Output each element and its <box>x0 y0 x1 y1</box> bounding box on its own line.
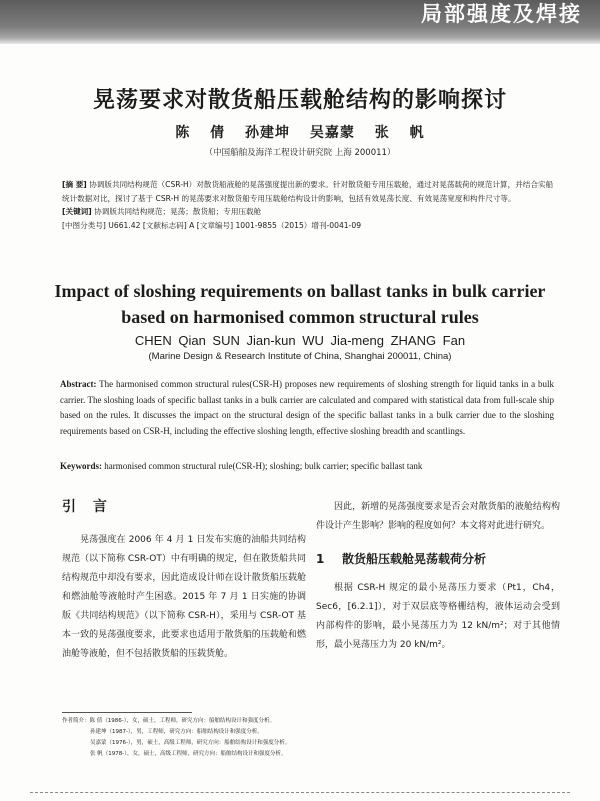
abstract-chinese-text: 协调版共同结构规范（CSR-H）对散货船液舱的晃荡强度提出新的要求。针对散货船专用压载舱，通过对晃荡载荷的规范计算，并结合实船统计数据对比，探讨了基于 CSR-H 的晃荡要求对散货船专用压载舱结构设计的影响，包括有效晃荡长度、有效晃荡宽度和构件尺寸等。 <box>62 180 554 203</box>
body-right-column <box>316 498 560 655</box>
abstract-english-text: The harmonised common structural rules(CSR-H) proposes new requirements of sloshing strength for liquid tanks in a bulk carrier. The sloshing loads of specific ballast tanks in a bulk carrier are calculated and compared with statistical data from full-scale ship based on the rules. It discusses the impact on the structural design of the specific ballast tanks in a bulk carrier due to the sloshing requirements based on CSR-H, including the effective sloshing length, effective sloshing breadth and scantlings. <box>60 379 554 436</box>
keywords-chinese-text: 协调版共同结构规范；晃荡；散货船；专用压载舱 <box>94 207 262 216</box>
keywords-chinese-label: [关键词] <box>62 207 92 216</box>
abstract-english <box>60 377 554 439</box>
header-band <box>0 0 600 44</box>
footnote-line: 孙建坤（1987-），男，工程师，研究方向：船舶结构设计和强度分析。 <box>90 729 263 735</box>
page-bottom-rule <box>30 792 570 793</box>
footnote-line: 吴嘉蒙（1976-），男，硕士，高级工程师，研究方向：船舶结构设计和强度分析。 <box>90 740 291 746</box>
keywords-chinese <box>62 205 554 219</box>
affiliation-chinese: （中国船舶及海洋工程设计研究院 上海 200011） <box>204 148 396 158</box>
footnote-divider <box>62 712 192 713</box>
abstract-chinese-label: [摘 要] <box>62 180 87 189</box>
intro-heading: 引 言 <box>62 499 107 515</box>
title-chinese: 晃荡要求对散货船压载舱结构的影响探讨 <box>92 88 507 113</box>
section-1-title: 散货船压载舱晃荡载荷分析 <box>342 552 487 566</box>
footnote-line: 张 帆（1978-），女，硕士，高级工程师，研究方向：船舶结构设计和强度分析。 <box>90 751 287 757</box>
abstract-chinese <box>62 178 554 232</box>
footnote-line: 作者简介：陈 倩（1986-），女，硕士，工程师，研究方向：船舶结构设计和强度分析。 <box>62 718 275 724</box>
abstract-english-label: Abstract: <box>60 379 97 389</box>
intro-paragraph: 晃荡强度在 2006 年 4 月 1 日发布实施的油船共同结构规范（以下简称 CSR-OT）中有明确的规定，但在散货船共同结构规范中却没有要求，因此造成设计师在设计散货船压载舱和燃油舱等液舱时产生困惑。2015 年 7 月 1 日实施的协调版《共同结构规范》（以下简称 CSR-H），采用与 CSR-OT 基本一致的晃荡强度要求，此要求也适用于散货船的压载舱和燃油舱等液舱，但不包括散货船的压载货舱。 <box>62 535 306 659</box>
section-1-heading <box>316 550 560 569</box>
keywords-english-text: harmonised common structural rule(CSR-H); sloshing; bulk carrier; specific ballast tank <box>102 461 423 471</box>
body-left-column <box>62 498 306 664</box>
keywords-english <box>60 461 554 471</box>
authors-english: CHEN Qian SUN Jian-kun WU Jia-meng ZHANG Fan <box>134 333 466 348</box>
section-banner: 局部强度及焊接 <box>421 2 582 26</box>
right-paragraph-2: 根据 CSR-H 规定的最小晃荡压力要求（Pt1，Ch4，Sec6，[6.2.1]），对于双层底等格栅结构，液体运动会受到内部构件的影响，最小晃荡压力为 12 kN/m²；对于其他情形，最小晃荡压力为 20 kN/m²。 <box>316 583 560 650</box>
section-1-number: 1 <box>316 552 325 566</box>
author-footnotes <box>62 716 562 760</box>
classification-line: [中图分类号] U661.42 [文献标志码] A [文章编号] 1001-9855（2015）增刊-0041-09 <box>62 220 362 230</box>
title-english: Impact of sloshing requirements on ballast tanks in bulk carrier based on harmonised common structural rules <box>54 281 546 327</box>
right-paragraph-1: 因此，新增的晃荡强度要求是否会对散货船的液舱结构构件设计产生影响？影响的程度如何？本文将对此进行研究。 <box>316 502 560 531</box>
abstract-chinese-body <box>62 178 554 205</box>
affiliation-english: (Marine Design & Research Institute of China, Shanghai 200011, China) <box>148 351 452 362</box>
authors-chinese: 陈 倩 孙建坤 吴嘉蒙 张 帆 <box>175 125 425 141</box>
keywords-english-label: Keywords: <box>60 461 102 471</box>
